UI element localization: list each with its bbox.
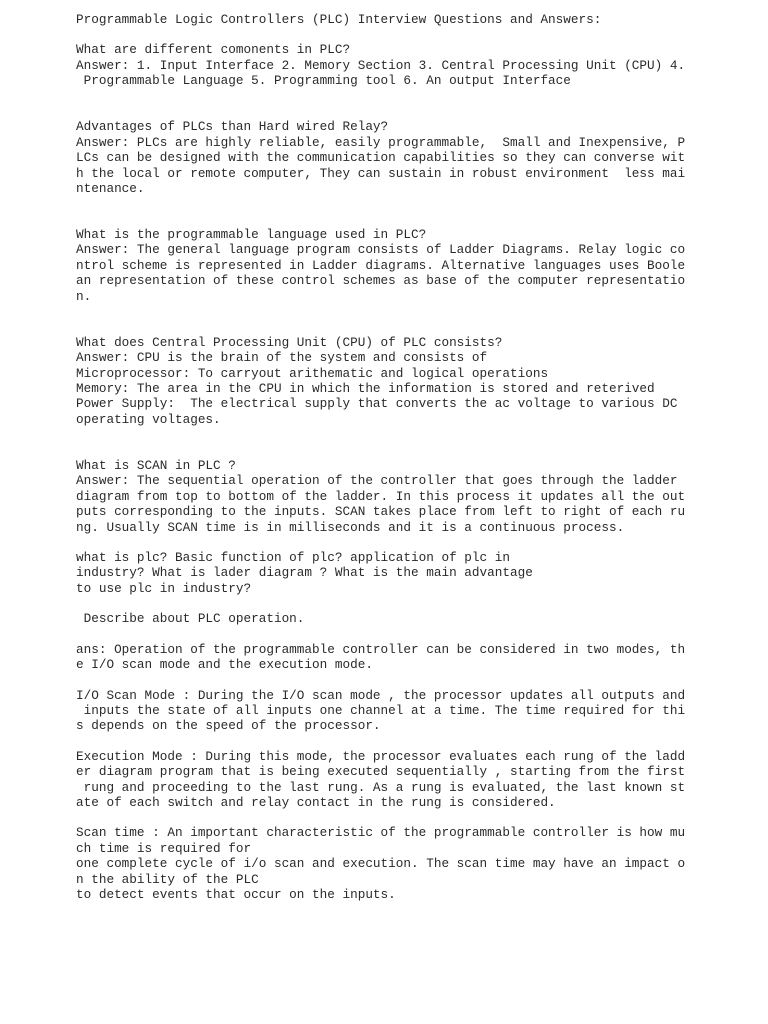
answer-line: puts corresponding to the inputs. SCAN takes place from left to right of each ru [76,504,686,520]
question-line: Describe about PLC operation. [76,611,305,627]
qa-section-execution-mode [76,749,716,811]
spacer [76,27,716,42]
document-title: Programmable Logic Controllers (PLC) Interview Questions and Answers: [76,12,602,27]
question-line: what is plc? Basic function of plc? application of plc in [76,549,510,565]
spacer [76,535,716,550]
answer-line: diagram from top to bottom of the ladder. In this process it updates all the out [76,488,686,504]
answer-line: Answer: The sequential operation of the controller that goes through the ladder [76,473,678,489]
answer-line: ate of each switch and relay contact in the rung is considered. [76,794,556,810]
spacer [76,427,716,442]
answer-line: one complete cycle of i/o scan and execution. The scan time may have an impact o [76,856,686,872]
question-line: What is the programmable language used in PLC? [76,227,427,243]
spacer [76,304,716,319]
answer-line: h the local or remote computer, They can sustain in robust environment less mai [76,165,686,181]
qa-section-scan-time [76,825,716,902]
answer-line: er diagram program that is being executed sequentially , starting from the first [76,764,686,780]
spacer [76,319,716,334]
answer-line: Execution Mode : During this mode, the processor evaluates each rung of the ladd [76,748,686,764]
spacer [76,596,716,611]
answer-line: e I/O scan mode and the execution mode. [76,657,373,673]
qa-section-io-scan-mode [76,688,716,734]
spacer [76,627,716,642]
qa-section-advantages [76,119,716,196]
qa-section-language [76,227,716,304]
answer-line: n the ability of the PLC [76,871,259,887]
answer-line: operating voltages. [76,411,221,427]
answer-line: Answer: 1. Input Interface 2. Memory Section 3. Central Processing Unit (CPU) 4. [76,57,686,73]
question-line: Advantages of PLCs than Hard wired Relay? [76,119,389,135]
answer-line: Answer: The general language program consists of Ladder Diagrams. Relay logic co [76,242,686,258]
qa-section-basic-function [76,550,716,596]
answer-line: Memory: The area in the CPU in which the information is stored and reterived [76,380,655,396]
question-line: to use plc in industry? [76,580,252,596]
question-line: What is SCAN in PLC ? [76,457,236,473]
answer-line: an representation of these control schemes as base of the computer representatio [76,273,686,289]
spacer [76,196,716,211]
answer-line: Answer: CPU is the brain of the system and consists of [76,350,488,366]
answer-line: s depends on the speed of the processor. [76,718,381,734]
answer-line: ans: Operation of the programmable controller can be considered in two modes, th [76,641,686,657]
qa-section-operation-question [76,611,716,626]
spacer [76,673,716,688]
spacer [76,810,716,825]
spacer [76,734,716,749]
answer-line: n. [76,288,92,304]
question-line: What does Central Processing Unit (CPU) of PLC consists? [76,334,503,350]
document-page [76,12,716,902]
answer-line: ntenance. [76,180,145,196]
answer-line: inputs the state of all inputs one channel at a time. The time required for thi [76,703,686,719]
spacer [76,89,716,104]
question-line: What are different comonents in PLC? [76,42,351,58]
qa-section-components [76,42,716,88]
answer-line: Power Supply: The electrical supply that converts the ac voltage to various DC [76,396,678,412]
qa-section-cpu [76,335,716,427]
answer-line: ng. Usually SCAN time is in milliseconds and it is a continuous process. [76,519,625,535]
answer-line: LCs can be designed with the communication capabilities so they can converse wit [76,150,686,166]
answer-line: to detect events that occur on the inputs. [76,886,396,902]
answer-line: Programmable Language 5. Programming tool 6. An output Interface [76,73,571,89]
answer-line: Answer: PLCs are highly reliable, easily programmable, Small and Inexpensive, P [76,134,686,150]
answer-line: ch time is required for [76,840,252,856]
answer-line: rung and proceeding to the last rung. As a rung is evaluated, the last known st [76,779,686,795]
spacer [76,212,716,227]
qa-section-operation-answer [76,642,716,673]
qa-section-scan [76,458,716,535]
spacer [76,104,716,119]
answer-line: Microprocessor: To carryout arithematic and logical operations [76,365,549,381]
question-line: industry? What is lader diagram ? What is the main advantage [76,565,533,581]
spacer [76,443,716,458]
answer-line: Scan time : An important characteristic of the programmable controller is how mu [76,825,686,841]
answer-line: I/O Scan Mode : During the I/O scan mode , the processor updates all outputs and [76,687,686,703]
answer-line: ntrol scheme is represented in Ladder diagrams. Alternative languages uses Boole [76,257,686,273]
